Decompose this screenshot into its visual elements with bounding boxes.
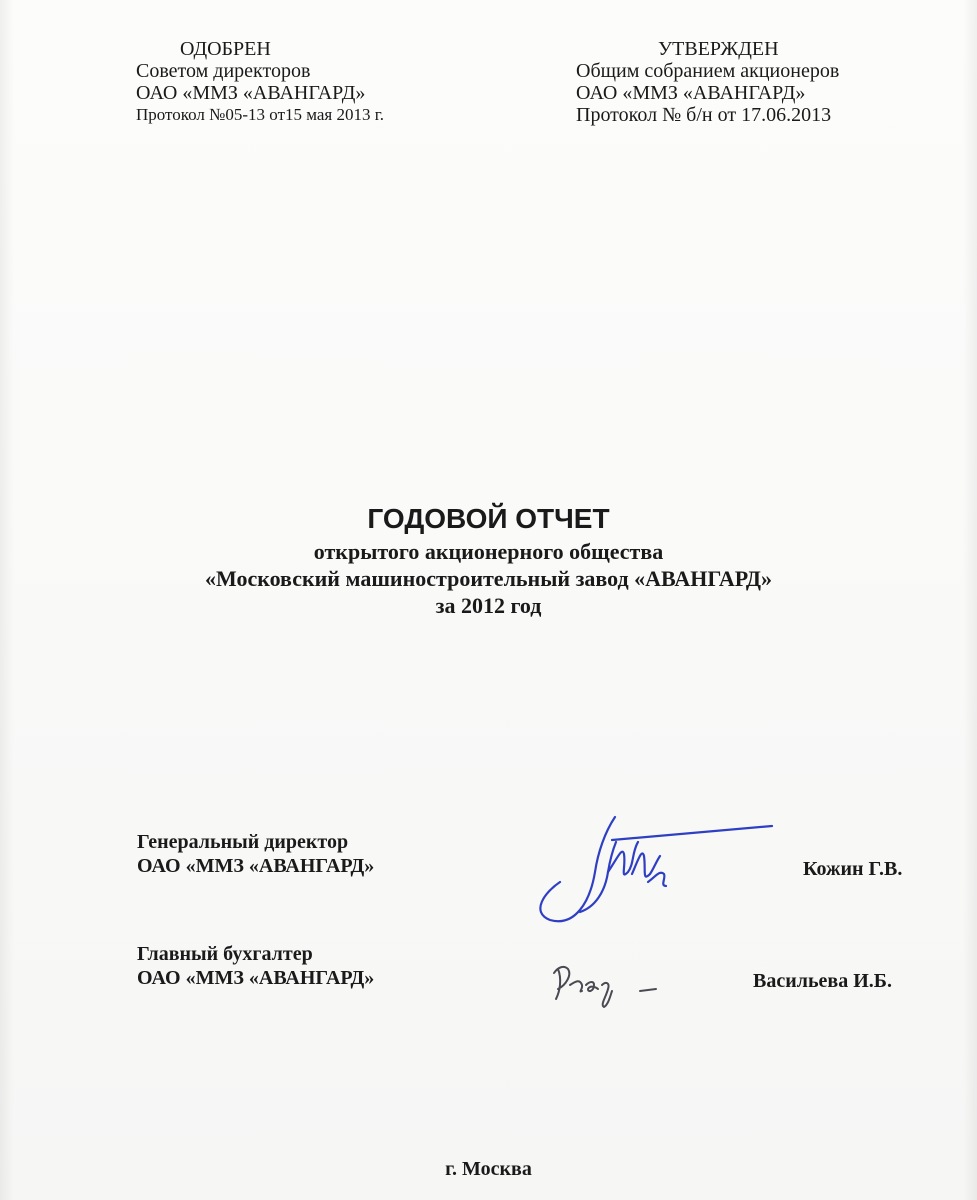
report-subtitle-year: за 2012 год <box>435 593 542 618</box>
report-subtitle-company-type: открытого акционерного общества <box>313 539 664 564</box>
signatory-director <box>137 830 374 878</box>
signatory-name-director: Кожин Г.В. <box>803 858 903 880</box>
city-label: г. Москва <box>445 1158 532 1180</box>
accountant-signature-image <box>548 955 678 1015</box>
signatory-name-accountant: Васильева И.Б. <box>753 970 892 992</box>
approval-company: ОАО «ММЗ «АВАНГАРД» <box>136 82 366 104</box>
confirmation-protocol: Протокол № б/н от 17.06.2013 <box>576 104 832 126</box>
director-signature-image <box>520 812 780 932</box>
signatory-org: ОАО «ММЗ «АВАНГАРД» <box>137 967 375 989</box>
confirmation-company: ОАО «ММЗ «АВАНГАРД» <box>576 82 806 104</box>
signatory-role: Генеральный директор <box>137 831 349 853</box>
approval-protocol: Протокол №05-13 от15 мая 2013 г. <box>136 105 385 124</box>
report-title-block <box>0 500 977 619</box>
approval-body: Советом директоров <box>136 60 311 82</box>
report-subtitle-company-name: «Московский машиностроительный завод «АВАНГАРД» <box>204 566 773 591</box>
report-title: ГОДОВОЙ ОТЧЕТ <box>367 503 610 534</box>
signatory-accountant <box>137 942 374 990</box>
confirmation-heading: УТВЕРЖДЕН <box>658 38 779 60</box>
approval-heading: ОДОБРЕН <box>180 38 271 60</box>
approval-block-shareholders <box>576 38 839 126</box>
approval-block-board <box>136 38 384 126</box>
confirmation-body: Общим собранием акционеров <box>576 60 840 82</box>
signatory-org: ОАО «ММЗ «АВАНГАРД» <box>137 855 375 877</box>
signatory-role: Главный бухгалтер <box>137 943 313 965</box>
